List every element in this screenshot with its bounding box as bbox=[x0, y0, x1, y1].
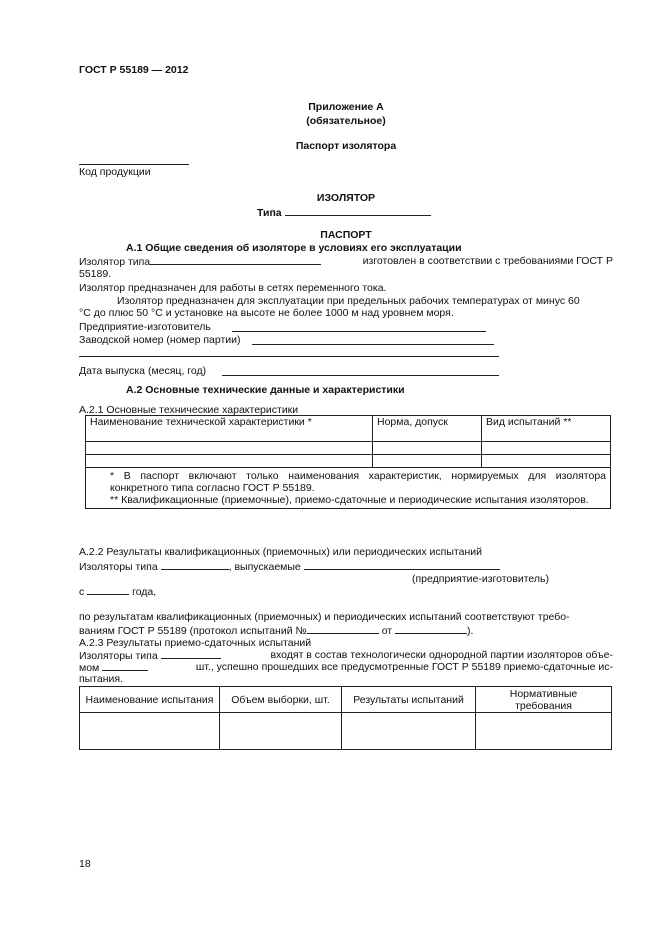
a23-passed-text: шт., успешно прошедших все предусмотренные ГОСТ Р 55189 приемо-сдаточные ис- bbox=[195, 661, 613, 673]
a22-since-label: с bbox=[79, 586, 85, 598]
product-code-line bbox=[79, 164, 189, 165]
a21-heading: А.2.1 Основные технические характеристики bbox=[79, 404, 299, 416]
a22-year-blank bbox=[87, 585, 129, 595]
appendix-status: (обязательное) bbox=[306, 115, 386, 127]
a23-heading: А.2.3 Результаты приемо-сдаточных испытаний bbox=[79, 637, 312, 649]
a22-year-label: года, bbox=[132, 586, 157, 598]
table1-header-row bbox=[86, 416, 611, 442]
table2-header-test-name: Наименование испытания bbox=[80, 687, 220, 713]
appendix-title: Приложение А bbox=[308, 101, 384, 113]
a1-line1 bbox=[79, 255, 613, 268]
insulator-type-label: Типа bbox=[257, 207, 282, 219]
page-number: 18 bbox=[79, 858, 91, 870]
a22-protocol-number-blank bbox=[307, 624, 379, 634]
table1-header-test: Вид испытаний ** bbox=[482, 416, 611, 442]
table1-notes bbox=[86, 468, 611, 509]
acceptance-tests-table bbox=[79, 686, 612, 750]
a22-protocol-from: от bbox=[381, 625, 393, 637]
a23-line3: пытания. bbox=[79, 673, 124, 685]
a22-result-line2 bbox=[79, 624, 473, 637]
table2-header-row bbox=[80, 687, 612, 713]
section-a1-title: А.1 Общие сведения об изоляторе в условиях его эксплуатации bbox=[126, 242, 462, 254]
insulator-type-row bbox=[257, 206, 431, 219]
a1-line3a: Изолятор предназначен для эксплуатации при предельных рабочих температурах от минус 60 bbox=[117, 295, 580, 307]
a23-type-label: Изоляторы типа bbox=[79, 650, 158, 662]
a22-line1 bbox=[79, 560, 500, 573]
a1-line2: Изолятор предназначен для работы в сетях переменного тока. bbox=[79, 282, 387, 294]
a22-protocol-close: ). bbox=[467, 625, 474, 637]
table2-header-requirements: Нормативные требования bbox=[476, 687, 612, 713]
a22-protocol-label: ваниям ГОСТ Р 55189 (протокол испытаний № bbox=[79, 625, 307, 637]
a23-batch-text: входят в состав технологически однородной партии изоляторов объе- bbox=[270, 649, 613, 661]
standard-header: ГОСТ Р 55189 — 2012 bbox=[79, 64, 189, 76]
table2-header-sample: Объем выборки, шт. bbox=[220, 687, 342, 713]
a1-serial: Заводской номер (номер партии) bbox=[79, 334, 241, 346]
a23-type-blank bbox=[161, 649, 221, 659]
table1-header-name: Наименование технической характеристики * bbox=[86, 416, 373, 442]
a22-manufacturer-hint: (предприятие-изготовитель) bbox=[412, 573, 549, 585]
a23-line2 bbox=[79, 661, 613, 674]
document-title: Паспорт изолятора bbox=[295, 140, 397, 152]
table2-header-results: Результаты испытаний bbox=[342, 687, 476, 713]
a1-type-label: Изолятор типа bbox=[79, 256, 151, 268]
table-row bbox=[86, 442, 611, 455]
serial-blank-2 bbox=[79, 356, 499, 357]
a1-line3b: °С до плюс 50 °С и установке на высоте не более 1000 м над уровнем моря. bbox=[79, 307, 454, 319]
product-code-label: Код продукции bbox=[79, 166, 151, 178]
a22-type-label: Изоляторы типа bbox=[79, 561, 158, 573]
a22-produced-label: , выпускаемые bbox=[228, 561, 301, 573]
a22-type-blank bbox=[161, 560, 229, 570]
table1-notes-row bbox=[86, 468, 611, 509]
release-date-blank bbox=[222, 375, 499, 376]
insulator-type-blank bbox=[285, 206, 431, 216]
a23-volume-blank bbox=[102, 661, 148, 671]
table1-header-norm: Норма, допуск bbox=[373, 416, 482, 442]
a23-volume-label: мом bbox=[79, 662, 100, 674]
a1-line1-continuation: 55189. bbox=[79, 268, 112, 280]
characteristics-table bbox=[85, 415, 611, 509]
table-row bbox=[80, 713, 612, 750]
serial-blank bbox=[252, 344, 494, 345]
a22-result-line1: по результатам квалификационных (приемочных) и периодических испытаний соответствуют требо- bbox=[79, 611, 570, 623]
a1-type-blank bbox=[150, 255, 321, 265]
a22-since-row bbox=[79, 585, 156, 598]
insulator-title: ИЗОЛЯТОР bbox=[316, 192, 376, 204]
a22-heading: А.2.2 Результаты квалификационных (приемочных) или периодических испытаний bbox=[79, 546, 482, 558]
table1-note-2: ** Квалификационные (приемочные), приемо-сдаточные и периодические испытания изоляторов. bbox=[110, 494, 589, 506]
manufacturer-blank bbox=[232, 331, 486, 332]
a22-manufacturer-blank bbox=[304, 560, 500, 570]
table-row bbox=[86, 455, 611, 468]
section-a2-title: А.2 Основные технические данные и характеристики bbox=[126, 384, 405, 396]
passport-title: ПАСПОРТ bbox=[320, 229, 372, 241]
a22-protocol-date-blank bbox=[395, 624, 467, 634]
a1-manufacturer: Предприятие-изготовитель bbox=[79, 321, 211, 333]
a1-release-date: Дата выпуска (месяц, год) bbox=[79, 365, 207, 377]
a1-compliance-text: изготовлен в соответствии с требованиями ГОСТ Р bbox=[362, 255, 613, 267]
table1-note-1: * В паспорт включают только наименования характеристик, нормируемых для изолятора конкретного типа согласно ГОСТ Р 55189. bbox=[110, 470, 606, 494]
